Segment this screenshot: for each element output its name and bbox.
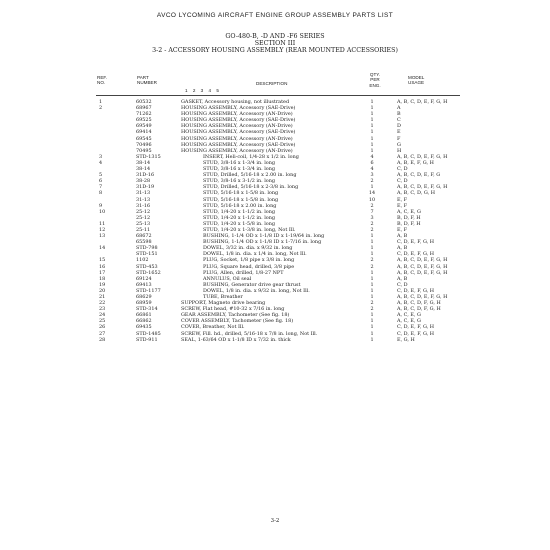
description-cell: GASKET, Accessory housing, not illustrated [181,99,290,105]
description-cell: STUD, Drilled, 5/16-18 x 2.00 in. long [203,172,297,179]
part-number-cell: STD-151 [136,251,158,258]
qty-cell: 1 [370,312,374,319]
description-cell: STUD, 1/4-20 x 1-1/2 in. long [203,208,276,215]
qty-cell: 1 [370,269,374,276]
ref-cell: 10 [99,208,106,215]
part-number-cell: 25-12 [136,214,151,221]
column-header-indent-levels: 1 2 3 4 5 [185,88,219,93]
description-cell: BUSHING, 1-1/4 OD x 1-1/8 ID x 1-7/16 in. long [203,239,322,246]
description-cell: COVER ASSEMBLY, Tachometer (See fig. 18) [181,318,294,325]
description-cell: STUD, 5/16-18 x 2.00 in. long [203,202,277,209]
description-cell: PLUG, Socket, 1/8 pipe x 3/8 in. long [203,257,295,264]
description-cell: HOUSING ASSEMBLY, Accessory (SAE-Drive) [181,141,296,148]
qty-cell: 1 [370,99,374,105]
model-usage-cell: C, D, E, F, G, H [397,239,435,246]
model-usage-cell: D [397,123,401,130]
part-number-cell: 68967 [136,105,152,112]
model-usage-cell: A, B, C, D, E, F, G, H [397,99,448,105]
ref-cell: 1 [99,99,103,105]
qty-cell: 1 [370,324,374,331]
description-cell: STUD, 5/16-18 x 1-5/8 in. long [203,196,279,203]
description-cell: HOUSING ASSEMBLY, Accessory (AN-Drive) [181,147,293,154]
qty-cell: 3 [370,172,374,179]
ref-cell: 11 [99,220,106,227]
description-cell: COVER, Breather, Not Ill. [181,324,245,331]
model-usage-cell: C [397,117,401,124]
qty-cell: 1 [370,318,374,325]
model-usage-cell: C, D, E, F, G, H [397,287,435,294]
part-number-cell: 31D-16 [136,172,155,179]
qty-cell: 2 [370,263,374,270]
description-cell: GEAR ASSEMBLY, Tachometer (See fig. 18) [181,312,290,319]
description-cell: PLUG, Square head, drilled, 3/8 pipe [203,263,295,270]
description-cell: DOWEL, 1/8 in. dia. x 1/4 in. long, Not Ill. [203,251,307,258]
part-number-cell: 69124 [136,275,152,282]
part-number-cell: 70495 [136,147,152,154]
section-subtitle: 3-2 - ACCESSORY HOUSING ASSEMBLY (REAR MOUNTED ACCESSORIES) [152,47,398,54]
qty-cell: 14 [368,190,376,197]
part-number-cell: 68672 [136,233,152,240]
qty-cell: 1 [370,294,374,300]
part-number-cell: STD-1485 [136,330,161,337]
section-label: SECTION III [254,40,296,47]
qty-cell: 1 [370,245,374,252]
part-number-cell: 69413 [136,281,152,288]
part-number-cell: 69414 [136,129,152,136]
qty-cell: 6 [370,159,374,166]
part-number-cell: 31-13 [136,196,151,203]
description-cell: HOUSING ASSEMBLY, Accessory (SAE-Drive) [181,105,296,112]
header-divider [96,95,460,96]
qty-cell: 1 [370,147,374,154]
ref-cell: 9 [99,202,103,209]
part-number-cell: 1102 [136,257,149,264]
ref-cell: 14 [99,245,106,252]
column-header-qty: QTY. PER ENG. [369,72,381,88]
model-usage-cell: A, B, C, D, E, F, G, H [397,184,448,191]
description-cell: BUSHING, 1-1/4 OD x 1-1/8 ID x 1-19/64 in. long [203,233,325,240]
column-header-model-usage: MODEL USAGE [408,75,425,86]
part-number-cell: 68959 [136,300,152,307]
qty-cell: 1 [370,275,374,282]
qty-cell: 4 [370,166,374,173]
part-number-cell: 69435 [136,324,152,331]
ref-cell: 20 [99,287,106,294]
ref-cell: 4 [99,159,103,166]
model-usage-cell: H [397,147,402,154]
ref-cell: 8 [99,190,103,197]
model-usage-cell: A, B, C, D, F, G, H [397,300,441,307]
part-number-cell: STD-314 [136,306,158,313]
ref-cell: 13 [99,233,106,240]
part-number-cell: 69545 [136,135,152,142]
ref-cell: 28 [99,336,106,343]
part-number-cell: 71262 [136,111,152,118]
model-usage-cell: A, B, C, D, G, H [397,190,435,197]
ref-cell: 19 [99,281,106,288]
model-usage-cell: B [397,111,401,118]
part-number-cell: STD-1177 [136,287,161,294]
ref-cell: 2 [99,105,103,112]
qty-cell: 1 [370,135,374,142]
parts-table [0,99,550,343]
part-number-cell: 31D-19 [136,184,155,191]
qty-cell: 1 [370,233,374,240]
qty-cell: 2 [370,178,374,185]
qty-cell: 7 [370,208,374,215]
column-header-ref: REF. NO. [97,75,107,86]
ref-cell: 22 [99,300,106,307]
model-usage-cell: E, G, H [397,336,415,343]
description-cell: SCREW, Fill. hd., drilled, 5/16-18 x 7/8 in. long, Not Ill. [181,330,318,337]
part-number-cell: 69525 [136,117,152,124]
description-cell: STUD, Drilled, 5/16-18 x 2-3/8 in. long [203,184,299,191]
description-cell: STUD, 3/8-16 x 1-3/4 in. long [203,166,276,173]
description-cell: STUD, 3/8-16 x 3-1/2 in. long [203,178,276,185]
part-number-cell: 69549 [136,123,152,130]
model-usage-cell: A, B, C, D, E, F, G, H [397,269,448,276]
ref-cell: 7 [99,184,103,191]
description-cell: TUBE, Breather [203,294,243,300]
model-usage-cell: B, D, F, H [397,214,421,221]
model-usage-cell: B, D, F, H [397,220,421,227]
model-usage-cell: C, D [397,281,408,288]
part-number-cell: 66862 [136,318,152,325]
part-number-cell: STD-1652 [136,269,161,276]
ref-cell: 12 [99,226,106,233]
model-usage-cell: A, B, C, D, E, F, G, H [397,263,448,270]
qty-cell: 1 [370,111,374,118]
model-usage-cell: C, D [397,166,408,173]
part-number-cell: 66861 [136,312,152,319]
model-usage-cell: A, B [397,233,408,240]
model-usage-cell: A, C, E, G [397,312,421,319]
column-header-part-number: PART NUMBER [137,75,157,86]
qty-cell: 3 [370,214,374,221]
description-cell: STUD, 1/4-20 x 1-1/2 in. long [203,214,276,221]
qty-cell: 1 [370,184,374,191]
qty-cell: 2 [370,257,374,264]
part-number-cell: 25-13 [136,220,151,227]
model-usage-cell: A, B, E, F, G, H [397,159,434,166]
model-usage-cell: A, B, C, D, E, F, G, H [397,153,448,160]
model-usage-cell: A, B [397,245,408,252]
qty-cell: 1 [370,239,374,246]
model-usage-cell: A, B [397,275,408,282]
model-usage-cell: A, B, C, D, E, F, G [397,172,441,179]
model-usage-cell: C, D, E, F, G, H [397,324,435,331]
description-cell: SEAL, 1-63/64 OD x 1-1/8 ID x 7/32 in. thick [181,336,291,343]
description-cell: HOUSING ASSEMBLY, Accessory (AN-Drive) [181,135,293,142]
qty-cell: 1 [370,141,374,148]
description-cell: HOUSING ASSEMBLY, Accessory (AN-Drive) [181,123,293,130]
part-number-cell: STD-1315 [136,153,161,160]
part-number-cell: 31-16 [136,202,151,209]
part-number-cell: 68629 [136,294,152,300]
column-header-description: DESCRIPTION [256,81,288,86]
qty-cell: 2 [370,300,374,307]
part-number-cell: STD-798 [136,245,158,252]
ref-cell: 5 [99,172,103,179]
ref-cell: 17 [99,269,106,276]
model-usage-cell: C, D, E, F, G, H [397,330,435,337]
ref-cell: 3 [99,153,103,160]
description-cell: HOUSING ASSEMBLY, Accessory (SAE-Drive) [181,129,296,136]
part-number-cell: STD-911 [136,336,158,343]
model-usage-cell: A, C, E, G [397,318,421,325]
qty-cell: 2 [370,202,374,209]
description-cell: INSERT, Heli-coil, 1/4-28 x 1/2 in. long [203,153,299,160]
ref-cell: 15 [99,257,106,264]
part-number-cell: 25-11 [136,226,151,233]
qty-cell: 10 [368,196,376,203]
part-number-cell: 31-13 [136,190,151,197]
part-number-cell: 65598 [136,239,152,246]
qty-cell: 1 [370,330,374,337]
qty-cell: 1 [370,251,374,258]
document-title: AVCO LYCOMING AIRCRAFT ENGINE GROUP ASSEMBLY PARTS LIST [156,12,394,19]
ref-cell: 16 [99,263,106,270]
model-usage-cell: A, B, C, D, E, F, G, H [397,294,448,300]
model-usage-cell: E [397,129,401,136]
qty-cell: 4 [370,153,374,160]
description-cell: HOUSING ASSEMBLY, Accessory (SAE-Drive) [181,117,296,124]
ref-cell: 24 [99,312,106,319]
model-usage-cell: E, F [397,226,408,233]
model-usage-cell: C, D [397,178,408,185]
ref-cell: 25 [99,318,106,325]
part-number-cell: 25-12 [136,208,151,215]
ref-cell: 23 [99,306,106,313]
ref-cell: 27 [99,330,106,337]
model-usage-cell: A, C, E, G [397,208,421,215]
qty-cell: 1 [370,105,374,112]
ref-cell: 6 [99,178,103,185]
ref-cell: 21 [99,294,106,300]
table-row [0,337,550,343]
description-cell: SUPPORT, Magneto drive bearing [181,300,266,307]
description-cell: PLUG, Allen, drilled, 1/8-27 NPT [203,269,284,276]
part-number-cell: 60532 [136,99,152,105]
model-usage-cell: E, F [397,196,408,203]
qty-cell: 2 [370,226,374,233]
part-number-cell: 38-14 [136,166,151,173]
part-number-cell: 38-28 [136,178,151,185]
model-usage-cell: C, D, E, F, G, H [397,251,435,258]
description-cell: HOUSING ASSEMBLY, Accessory (AN-Drive) [181,111,293,118]
qty-cell: 1 [370,123,374,130]
model-usage-cell: A, B, C, D, E, F, G, H [397,257,448,264]
engine-series: GO-480-B, -D AND -F6 SERIES [225,33,325,40]
part-number-cell: STD-453 [136,263,158,270]
ref-cell: 18 [99,275,106,282]
description-cell: STUD, 3/8-16 x 1-3/4 in. long [203,159,276,166]
description-cell: DOWEL, 1/8 in. dia. x 9/32 in. long, Not Ill. [203,287,310,294]
qty-cell: 1 [370,117,374,124]
qty-cell: 1 [370,129,374,136]
page-number: 3-2 [270,518,280,524]
model-usage-cell: G [397,141,401,148]
ref-cell: 26 [99,324,106,331]
model-usage-cell: A, B, C, D, F, G, H [397,306,441,313]
model-usage-cell: E, F [397,202,408,209]
qty-cell: 1 [370,281,374,288]
description-cell: STUD, 5/16-18 x 1-5/8 in. long [203,190,279,197]
model-usage-cell: A [397,105,401,112]
qty-cell: 1 [370,287,374,294]
description-cell: DOWEL, 3/32 in. dia. x 9/32 in. long [203,245,293,252]
qty-cell: 2 [370,220,374,227]
part-number-cell: 38-14 [136,159,151,166]
part-number-cell: 70496 [136,141,152,148]
description-cell: STUD, 1/4-20 x 1-5/8 in. long [203,220,276,227]
description-cell: STUD, 1/4-20 x 1-3/8 in. long, Not Ill. [203,226,296,233]
qty-cell: 2 [370,306,374,313]
description-cell: ANNULUS, Oil seal [203,275,252,282]
description-cell: SCREW, Flat head, #10-32 x 7/16 in. long [181,306,285,313]
description-cell: BUSHING, Generator drive gear thrust [203,281,301,288]
model-usage-cell: F [397,135,401,142]
qty-cell: 1 [370,336,374,343]
